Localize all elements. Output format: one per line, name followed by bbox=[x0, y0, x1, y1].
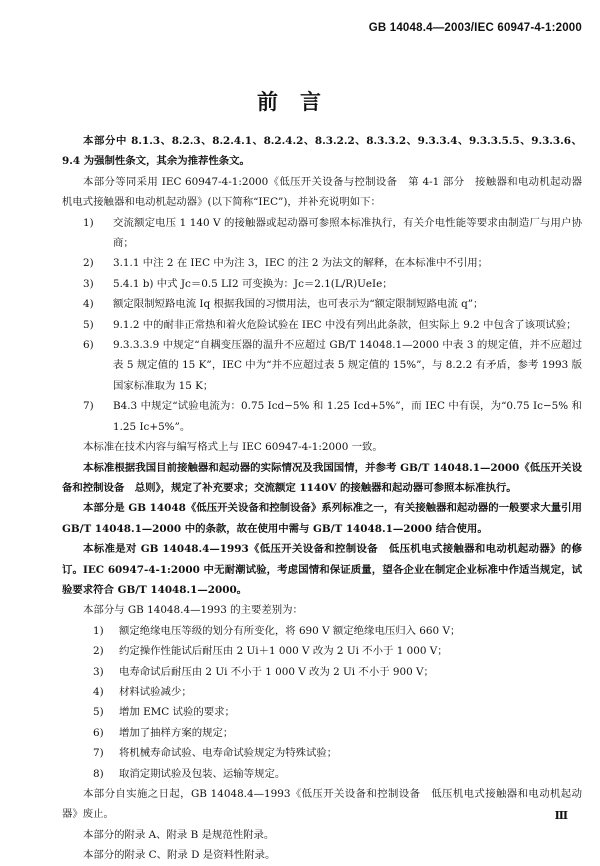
notes-list bbox=[62, 213, 582, 437]
item-number: 4) bbox=[83, 298, 94, 311]
item-number: 7) bbox=[83, 400, 94, 413]
annex-cd-paragraph: 本部分的附录 C、附录 D 是资料性附录。 bbox=[83, 849, 276, 862]
item-text: 增加了抽样方案的规定； bbox=[119, 726, 234, 739]
item-text: 5.4.1 b) 中式 Jc＝0.5 LI2 可变换为：Jc＝2.1(L/R)UeIe； bbox=[113, 277, 393, 290]
adoption-paragraph: 本部分等同采用 IEC 60947-4-1:2000《低压开关设备与控制设备 第 4-1 部分 接触器和电动机起动器 机电式接触器和电动机起动器》(以下简称“IEC”)，并补充说明如下： bbox=[62, 175, 593, 209]
item-number: 3) bbox=[83, 277, 94, 290]
standard-header: GB 14048.4—2003/IEC 60947-4-1:2000 bbox=[368, 22, 582, 34]
list-item bbox=[93, 641, 582, 661]
list-item bbox=[83, 274, 582, 294]
abolish-paragraph: 本部分自实施之日起，GB 14048.4—1993《低压开关设备和控制设备 低压机电式接触器和电动机起动器》废止。 bbox=[62, 788, 582, 821]
list-item bbox=[83, 294, 582, 314]
annex-ab-paragraph: 本部分的附录 A、附录 B 是规范性附录。 bbox=[83, 828, 275, 841]
item-number: 4) bbox=[93, 685, 104, 698]
format-paragraph: 本标准在技术内容与编写格式上与 IEC 60947-4-1:2000 一致。 bbox=[83, 441, 383, 454]
item-number: 5) bbox=[93, 706, 104, 719]
item-text: 交流额定电压 1 140 V 的接触器或起动器可参照本标准执行，有关介电性能等要求由制造厂与用户协商； bbox=[113, 216, 582, 250]
page-number: Ⅲ bbox=[554, 809, 568, 822]
mandatory-paragraph: 本部分中 8.1.3、8.2.3、8.2.4.1、8.2.4.2、8.3.2.2、8.3.3.2、9.3.3.4、9.3.3.5.5、9.3.3.6、9.4 为强制性条文，其余为推荐性条文。 bbox=[62, 135, 582, 168]
list-item bbox=[83, 315, 582, 335]
item-text: 额定限制短路电流 Iq 根据我国的习惯用法，也可表示为“额定限制短路电流 q”； bbox=[113, 298, 484, 311]
list-item bbox=[83, 253, 582, 273]
changes-list bbox=[62, 621, 582, 784]
item-number: 2) bbox=[83, 257, 94, 270]
item-number: 7) bbox=[93, 747, 104, 760]
list-item bbox=[83, 335, 582, 396]
item-number: 1) bbox=[83, 216, 94, 229]
item-number: 2) bbox=[93, 645, 104, 658]
list-item bbox=[93, 702, 582, 722]
item-text: 取消定期试验及包装、运输等规定。 bbox=[119, 767, 286, 780]
list-item bbox=[83, 213, 582, 254]
item-text: 将机械寿命试验、电寿命试验规定为特殊试验； bbox=[119, 747, 338, 760]
item-text: 增加 EMC 试验的要求； bbox=[119, 706, 235, 719]
list-item bbox=[93, 621, 582, 641]
changes-intro: 本部分与 GB 14048.4—1993 的主要差别为： bbox=[83, 604, 303, 617]
list-item bbox=[83, 396, 582, 437]
item-number: 6) bbox=[93, 726, 104, 739]
document-body bbox=[62, 131, 593, 866]
item-text: 约定操作性能试后耐压由 2 Ui＋1 000 V 改为 2 Ui 不小于 1 000 V； bbox=[119, 645, 448, 658]
revision-paragraph: 本标准是对 GB 14048.4—1993《低压开关设备和控制设备 低压机电式接触器和电动机起动器》的修订。IEC 60947-4-1:2000 中无耐潮试验，考虑国情和保证质量，望各企业在制定企业标准中作适当规定，试验要求符合 GB/T 14048.1—2000。 bbox=[62, 543, 582, 596]
supplement-paragraph: 本标准根据我国目前接触器和起动器的实际情况及我国国情，并参考 GB/T 14048.1—2000《低压开关设备和控制设备 总则》，规定了补充要求；交流额定 1140V 的接触器和起动器可参照本标准执行。 bbox=[62, 461, 582, 494]
series-paragraph: 本部分是 GB 14048《低压开关设备和控制设备》系列标准之一，有关接触器和起动器的一般要求大量引用 GB/T 14048.1—2000 中的条款，故在使用中需与 GB/T 14048.1—2000 结合使用。 bbox=[62, 502, 582, 535]
item-text: 电寿命试后耐压由 2 Ui 不小于 1 000 V 改为 2 Ui 不小于 900 V； bbox=[119, 665, 434, 678]
page-title: 前言 bbox=[257, 90, 343, 114]
list-item bbox=[93, 723, 582, 743]
list-item bbox=[93, 743, 582, 763]
item-number: 6) bbox=[83, 339, 94, 352]
item-number: 1) bbox=[93, 624, 104, 637]
item-text: 9.1.2 中的耐非正常热和着火危险试验在 IEC 中没有列出此条款，但实际上 9.2 中包含了该项试验； bbox=[113, 318, 577, 331]
item-text: 材料试验减少； bbox=[119, 685, 192, 698]
item-number: 8) bbox=[93, 767, 104, 780]
item-text: 9.3.3.3.9 中规定“自耦变压器的温升不应超过 GB/T 14048.1—2000 中表 3 的规定值，并不应超过表 5 规定值的 15 K”，IEC 中为“并不应超过表 5 规定值的 15%”，与 8.2.2 有矛盾，参考 1993 版国家标准取为 15 K； bbox=[113, 339, 582, 392]
list-item bbox=[93, 682, 582, 702]
item-text: 额定绝缘电压等级的划分有所变化，将 690 V 额定绝缘电压归入 660 V； bbox=[119, 624, 461, 637]
item-number: 3) bbox=[93, 665, 104, 678]
list-item bbox=[93, 662, 582, 682]
item-text: 3.1.1 中注 2 在 IEC 中为注 3，IEC 的注 2 为法文的解释，在本标准中不引用； bbox=[113, 257, 489, 270]
list-item bbox=[93, 764, 582, 784]
item-text: B4.3 中规定“试验电流为：0.75 Icd−5% 和 1.25 Icd+5%”，而 IEC 中有误，为“0.75 Ic−5% 和 1.25 Ic+5%”。 bbox=[113, 400, 582, 433]
item-number: 5) bbox=[83, 318, 94, 331]
